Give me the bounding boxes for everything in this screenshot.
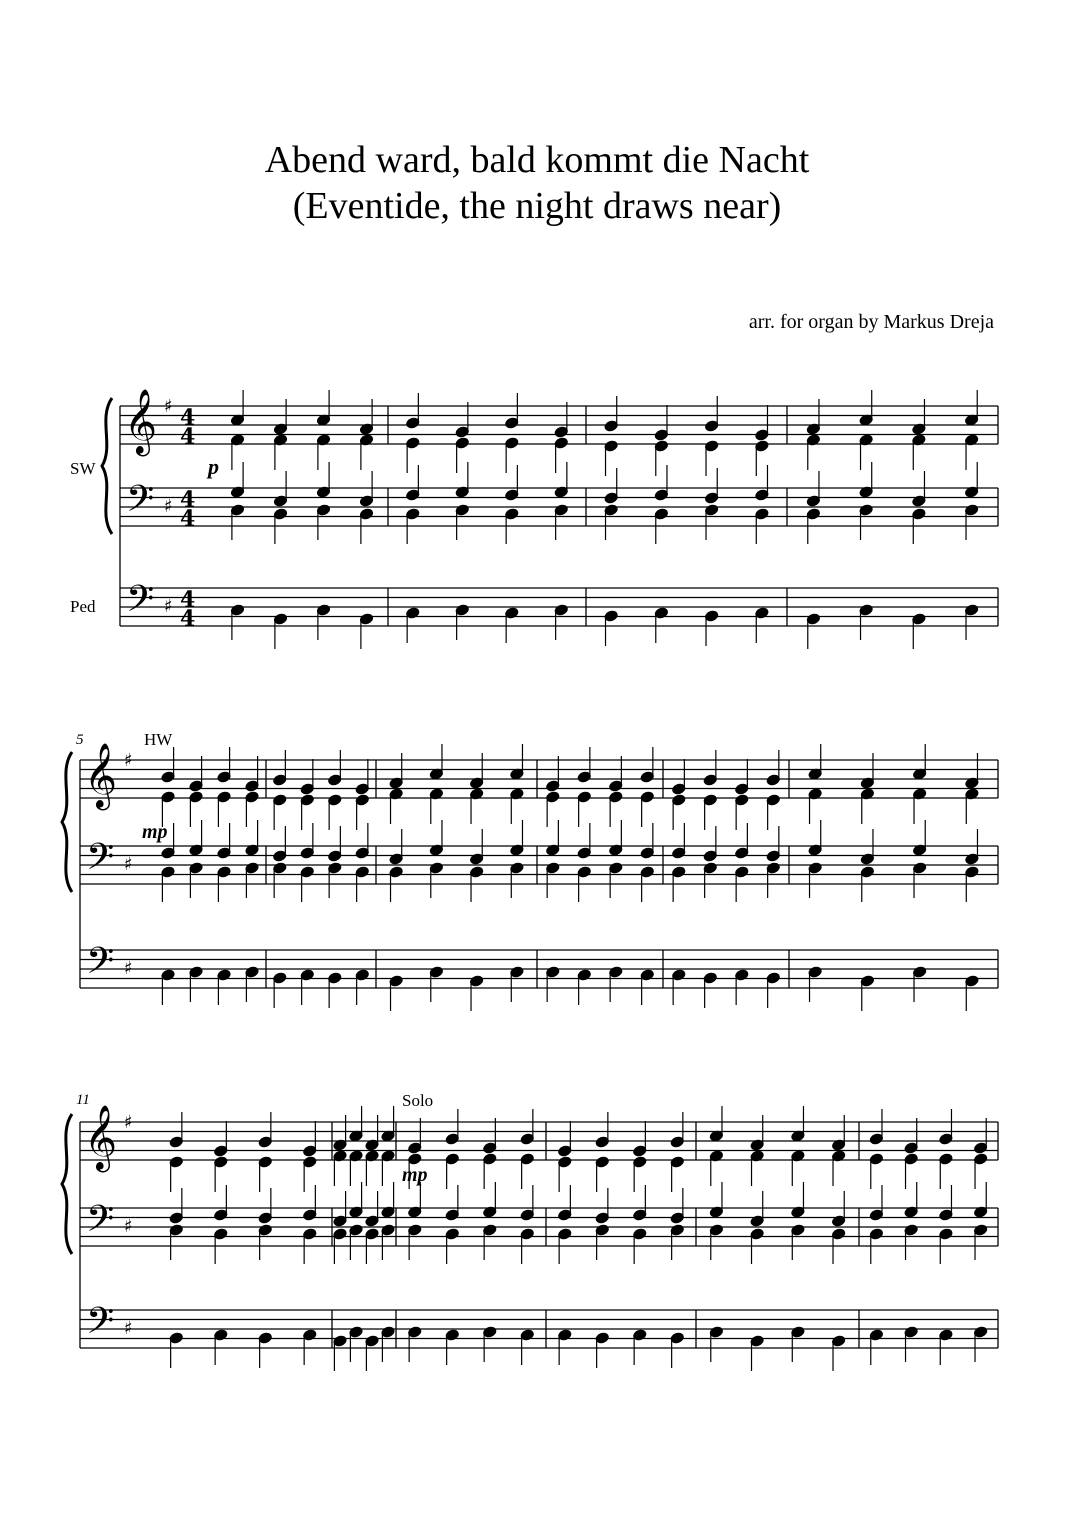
- quarter-note: [672, 783, 686, 795]
- quarter-note: [217, 866, 231, 878]
- quarter-note: [169, 1136, 183, 1148]
- manual-label: SW: [70, 459, 96, 478]
- key-sharp: ♯: [124, 958, 133, 979]
- quarter-note: [300, 866, 314, 878]
- quarter-note: [258, 1136, 272, 1148]
- quarter-note: [974, 1153, 988, 1165]
- quarter-note: [273, 862, 287, 874]
- quarter-note: [303, 1228, 317, 1240]
- quarter-note: [389, 853, 403, 865]
- treble-clef: 𝄞: [84, 1105, 118, 1170]
- quarter-note: [766, 972, 780, 984]
- quarter-note: [939, 1228, 953, 1240]
- quarter-note: [904, 1153, 918, 1165]
- quarter-note: [672, 866, 686, 878]
- bass-clef: 𝄢: [126, 478, 155, 529]
- quarter-note: [328, 850, 342, 862]
- quarter-note: [735, 866, 749, 878]
- quarter-note: [161, 866, 175, 878]
- quarter-note: [974, 1142, 988, 1154]
- quarter-note: [546, 862, 560, 874]
- quarter-note: [328, 862, 342, 874]
- quarter-note: [520, 1209, 534, 1221]
- quarter-note: [558, 1209, 572, 1221]
- quarter-note: [640, 866, 654, 878]
- quarter-note: [505, 417, 519, 429]
- quarter-note: [349, 1224, 363, 1236]
- quarter-note: [520, 1153, 534, 1165]
- quarter-note: [670, 1156, 684, 1168]
- quarter-note: [939, 1153, 953, 1165]
- quarter-note: [808, 966, 822, 978]
- quarter-note: [546, 780, 560, 792]
- quarter-note: [355, 783, 369, 795]
- quarter-note: [709, 1326, 723, 1338]
- quarter-note: [455, 504, 469, 516]
- quarter-note: [505, 489, 519, 501]
- quarter-note: [832, 1215, 846, 1227]
- manual-change-hw: HW: [144, 730, 173, 749]
- quarter-note: [974, 1224, 988, 1236]
- quarter-note: [214, 1228, 228, 1240]
- quarter-note: [633, 1329, 647, 1341]
- quarter-note: [558, 1329, 572, 1341]
- quarter-note: [554, 604, 568, 616]
- quarter-note: [355, 847, 369, 859]
- quarter-note: [577, 771, 591, 783]
- quarter-note: [791, 1224, 805, 1236]
- arranger-credit: arr. for organ by Markus Dreja: [748, 311, 994, 333]
- grand-staff-brace: [62, 1114, 72, 1254]
- bass-clef: 𝄢: [86, 1300, 115, 1351]
- quarter-note: [333, 1335, 347, 1347]
- quarter-note: [554, 504, 568, 516]
- piece-subtitle: (Eventide, the night draws near): [292, 185, 782, 227]
- quarter-note: [546, 791, 560, 803]
- quarter-note: [214, 1209, 228, 1221]
- quarter-note: [869, 1153, 883, 1165]
- quarter-note: [273, 508, 287, 520]
- quarter-note: [939, 1209, 953, 1221]
- quarter-note: [859, 604, 873, 616]
- quarter-note: [604, 610, 618, 622]
- quarter-note: [359, 508, 373, 520]
- quarter-note: [510, 966, 524, 978]
- key-sharp: ♯: [164, 396, 173, 417]
- quarter-note: [214, 1329, 228, 1341]
- key-sharp: ♯: [124, 1216, 133, 1237]
- quarter-note: [273, 850, 287, 862]
- quarter-note: [381, 1224, 395, 1236]
- quarter-note: [365, 1335, 379, 1347]
- quarter-note: [445, 1329, 459, 1341]
- manual-change-solo: Solo: [402, 1091, 434, 1110]
- quarter-note: [217, 771, 231, 783]
- bass-clef: 𝄢: [86, 836, 115, 887]
- quarter-note: [445, 1153, 459, 1165]
- quarter-note: [445, 1209, 459, 1221]
- time-sig-bottom: 4: [180, 424, 196, 450]
- quarter-note: [217, 847, 231, 859]
- quarter-note: [859, 504, 873, 516]
- key-sharp: ♯: [124, 750, 133, 771]
- quarter-note: [832, 1228, 846, 1240]
- quarter-note: [214, 1156, 228, 1168]
- quarter-note: [912, 495, 926, 507]
- quarter-note: [705, 504, 719, 516]
- quarter-note: [654, 607, 668, 619]
- quarter-note: [791, 1326, 805, 1338]
- time-sig-bottom: 4: [180, 506, 196, 532]
- quarter-note: [365, 1215, 379, 1227]
- quarter-note: [869, 1329, 883, 1341]
- quarter-note: [189, 862, 203, 874]
- quarter-note: [408, 1224, 422, 1236]
- quarter-note: [303, 1329, 317, 1341]
- quarter-note: [755, 429, 769, 441]
- quarter-note: [640, 771, 654, 783]
- quarter-note: [316, 604, 330, 616]
- quarter-note: [755, 607, 769, 619]
- quarter-note: [214, 1145, 228, 1157]
- quarter-note: [965, 604, 979, 616]
- quarter-note: [705, 610, 719, 622]
- quarter-note: [558, 1156, 572, 1168]
- quarter-note: [595, 1212, 609, 1224]
- quarter-note: [869, 1209, 883, 1221]
- quarter-note: [169, 1332, 183, 1344]
- quarter-note: [750, 1335, 764, 1347]
- quarter-note: [672, 794, 686, 806]
- quarter-note: [455, 426, 469, 438]
- quarter-note: [913, 862, 927, 874]
- quarter-note: [408, 1326, 422, 1338]
- quarter-note: [654, 440, 668, 452]
- quarter-note: [735, 783, 749, 795]
- quarter-note: [577, 847, 591, 859]
- dynamic-mp-hw: mp: [142, 821, 168, 843]
- quarter-note: [406, 489, 420, 501]
- quarter-note: [258, 1332, 272, 1344]
- quarter-note: [609, 791, 623, 803]
- key-sharp: ♯: [164, 496, 173, 517]
- quarter-note: [860, 866, 874, 878]
- quarter-note: [750, 1228, 764, 1240]
- quarter-note: [577, 791, 591, 803]
- quarter-note: [609, 780, 623, 792]
- quarter-note: [245, 780, 259, 792]
- quarter-note: [245, 791, 259, 803]
- quarter-note: [766, 794, 780, 806]
- quarter-note: [483, 1326, 497, 1338]
- quarter-note: [904, 1142, 918, 1154]
- quarter-note: [455, 604, 469, 616]
- quarter-note: [365, 1228, 379, 1240]
- quarter-note: [735, 794, 749, 806]
- quarter-note: [558, 1228, 572, 1240]
- quarter-note: [735, 847, 749, 859]
- quarter-note: [429, 862, 443, 874]
- quarter-note: [939, 1133, 953, 1145]
- bass-clef: 𝄢: [126, 578, 155, 629]
- quarter-note: [974, 1326, 988, 1338]
- quarter-note: [406, 417, 420, 429]
- quarter-note: [609, 862, 623, 874]
- quarter-note: [273, 613, 287, 625]
- quarter-note: [860, 853, 874, 865]
- quarter-note: [273, 495, 287, 507]
- quarter-note: [766, 850, 780, 862]
- quarter-note: [389, 866, 403, 878]
- quarter-note: [672, 969, 686, 981]
- measure-number-5: 5: [76, 732, 84, 748]
- quarter-note: [766, 774, 780, 786]
- treble-clef: 𝄞: [84, 743, 118, 808]
- quarter-note: [445, 1133, 459, 1145]
- quarter-note: [328, 774, 342, 786]
- quarter-note: [703, 794, 717, 806]
- quarter-note: [483, 1142, 497, 1154]
- quarter-note: [806, 613, 820, 625]
- quarter-note: [406, 607, 420, 619]
- quarter-note: [245, 862, 259, 874]
- quarter-note: [483, 1224, 497, 1236]
- quarter-note: [303, 1156, 317, 1168]
- quarter-note: [554, 437, 568, 449]
- measure-number-11: 11: [76, 1092, 90, 1108]
- quarter-note: [406, 437, 420, 449]
- quarter-note: [808, 862, 822, 874]
- quarter-note: [316, 504, 330, 516]
- quarter-note: [633, 1209, 647, 1221]
- quarter-note: [640, 969, 654, 981]
- quarter-note: [230, 604, 244, 616]
- quarter-note: [554, 426, 568, 438]
- quarter-note: [832, 1335, 846, 1347]
- quarter-note: [161, 771, 175, 783]
- quarter-note: [408, 1142, 422, 1154]
- quarter-note: [640, 791, 654, 803]
- quarter-note: [169, 1224, 183, 1236]
- quarter-note: [965, 504, 979, 516]
- time-sig-top: 4: [180, 405, 196, 431]
- pedal-label: Ped: [70, 597, 96, 616]
- quarter-note: [654, 489, 668, 501]
- quarter-note: [670, 1212, 684, 1224]
- quarter-note: [429, 966, 443, 978]
- quarter-note: [703, 774, 717, 786]
- quarter-note: [217, 791, 231, 803]
- key-sharp: ♯: [124, 1318, 133, 1339]
- quarter-note: [303, 1145, 317, 1157]
- quarter-note: [520, 1133, 534, 1145]
- quarter-note: [189, 966, 203, 978]
- quarter-note: [595, 1224, 609, 1236]
- quarter-note: [161, 791, 175, 803]
- quarter-note: [161, 847, 175, 859]
- notation-layer: [62, 389, 998, 1371]
- quarter-note: [355, 969, 369, 981]
- quarter-note: [558, 1145, 572, 1157]
- quarter-note: [806, 495, 820, 507]
- bass-clef: 𝄢: [86, 1198, 115, 1249]
- time-sig-bottom: 4: [180, 606, 196, 632]
- quarter-note: [245, 966, 259, 978]
- grand-staff-brace: [102, 398, 112, 534]
- quarter-note: [755, 440, 769, 452]
- quarter-note: [300, 783, 314, 795]
- quarter-note: [705, 440, 719, 452]
- quarter-note: [510, 862, 524, 874]
- quarter-note: [355, 794, 369, 806]
- quarter-note: [189, 780, 203, 792]
- quarter-note: [577, 969, 591, 981]
- piece-title: Abend ward, bald kommt die Nacht: [264, 139, 810, 181]
- quarter-note: [912, 508, 926, 520]
- quarter-note: [169, 1156, 183, 1168]
- quarter-note: [230, 504, 244, 516]
- quarter-note: [703, 862, 717, 874]
- quarter-note: [169, 1212, 183, 1224]
- quarter-note: [755, 489, 769, 501]
- key-sharp: ♯: [124, 1112, 133, 1133]
- quarter-note: [860, 975, 874, 987]
- quarter-note: [546, 966, 560, 978]
- quarter-note: [505, 508, 519, 520]
- quarter-note: [333, 1215, 347, 1227]
- quarter-note: [359, 495, 373, 507]
- quarter-note: [595, 1156, 609, 1168]
- quarter-note: [258, 1224, 272, 1236]
- bass-clef: 𝄢: [86, 940, 115, 991]
- quarter-note: [633, 1228, 647, 1240]
- time-sig-top: 4: [180, 587, 196, 613]
- quarter-note: [703, 972, 717, 984]
- quarter-note: [300, 847, 314, 859]
- grand-staff-brace: [62, 752, 72, 892]
- quarter-note: [755, 508, 769, 520]
- quarter-note: [709, 1224, 723, 1236]
- quarter-note: [672, 847, 686, 859]
- quarter-note: [355, 866, 369, 878]
- quarter-note: [303, 1209, 317, 1221]
- quarter-note: [328, 794, 342, 806]
- quarter-note: [904, 1224, 918, 1236]
- quarter-note: [633, 1156, 647, 1168]
- quarter-note: [455, 437, 469, 449]
- quarter-note: [705, 492, 719, 504]
- quarter-note: [913, 966, 927, 978]
- quarter-note: [189, 791, 203, 803]
- quarter-note: [389, 975, 403, 987]
- quarter-note: [633, 1145, 647, 1157]
- quarter-note: [349, 1326, 363, 1338]
- quarter-note: [258, 1156, 272, 1168]
- quarter-note: [595, 1136, 609, 1148]
- quarter-note: [750, 1215, 764, 1227]
- time-sig-top: 4: [180, 487, 196, 513]
- quarter-note: [300, 794, 314, 806]
- quarter-note: [273, 794, 287, 806]
- quarter-note: [965, 866, 979, 878]
- quarter-note: [505, 437, 519, 449]
- quarter-note: [470, 975, 484, 987]
- dynamic-mp-solo: mp: [402, 1164, 428, 1186]
- quarter-note: [359, 613, 373, 625]
- quarter-note: [520, 1228, 534, 1240]
- quarter-note: [670, 1332, 684, 1344]
- quarter-note: [735, 969, 749, 981]
- quarter-note: [766, 862, 780, 874]
- quarter-note: [273, 972, 287, 984]
- quarter-note: [965, 975, 979, 987]
- quarter-note: [161, 969, 175, 981]
- treble-clef: 𝄞: [124, 389, 158, 454]
- quarter-note: [577, 866, 591, 878]
- dynamic-p: p: [208, 454, 219, 479]
- key-sharp: ♯: [164, 596, 173, 617]
- quarter-note: [609, 966, 623, 978]
- quarter-note: [654, 508, 668, 520]
- quarter-note: [604, 440, 618, 452]
- quarter-note: [939, 1329, 953, 1341]
- quarter-note: [912, 613, 926, 625]
- quarter-note: [869, 1133, 883, 1145]
- quarter-note: [505, 607, 519, 619]
- quarter-note: [654, 429, 668, 441]
- quarter-note: [670, 1136, 684, 1148]
- key-sharp: ♯: [124, 854, 133, 875]
- quarter-note: [445, 1228, 459, 1240]
- quarter-note: [381, 1326, 395, 1338]
- quarter-note: [483, 1153, 497, 1165]
- quarter-note: [333, 1228, 347, 1240]
- quarter-note: [273, 774, 287, 786]
- quarter-note: [300, 969, 314, 981]
- quarter-note: [470, 866, 484, 878]
- quarter-note: [328, 972, 342, 984]
- quarter-note: [258, 1212, 272, 1224]
- quarter-note: [670, 1224, 684, 1236]
- quarter-note: [965, 853, 979, 865]
- quarter-note: [806, 508, 820, 520]
- quarter-note: [217, 969, 231, 981]
- quarter-note: [604, 492, 618, 504]
- quarter-note: [904, 1326, 918, 1338]
- quarter-note: [640, 847, 654, 859]
- quarter-note: [470, 853, 484, 865]
- quarter-note: [705, 420, 719, 432]
- quarter-note: [595, 1332, 609, 1344]
- quarter-note: [520, 1329, 534, 1341]
- quarter-note: [604, 504, 618, 516]
- quarter-note: [604, 420, 618, 432]
- quarter-note: [406, 508, 420, 520]
- quarter-note: [703, 850, 717, 862]
- quarter-note: [869, 1228, 883, 1240]
